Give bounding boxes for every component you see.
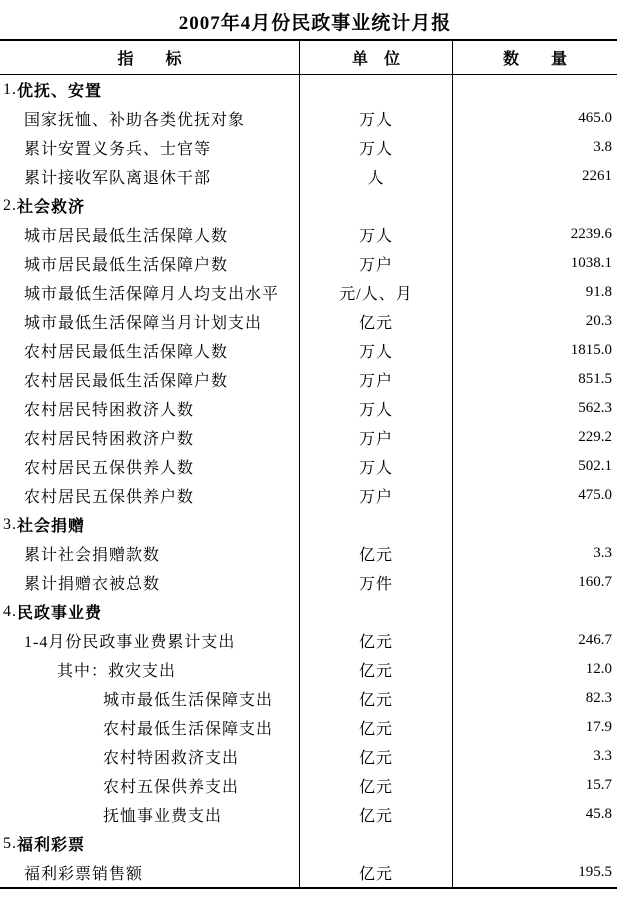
value-cell: 229.2 bbox=[452, 423, 617, 452]
table-row bbox=[0, 278, 617, 307]
indicator-cell bbox=[0, 191, 299, 220]
value-cell: 91.8 bbox=[452, 278, 617, 307]
indicator-cell bbox=[0, 829, 299, 858]
table-row bbox=[0, 829, 617, 858]
value-cell: 2239.6 bbox=[452, 220, 617, 249]
row-label: 社会捐赠 bbox=[17, 518, 86, 535]
unit-cell: 亿元 bbox=[299, 655, 452, 684]
indicator-cell bbox=[0, 220, 299, 249]
row-label: 农村居民最低生活保障人数 bbox=[24, 344, 229, 361]
row-label: 城市最低生活保障支出 bbox=[103, 692, 274, 709]
row-number-prefix: 1. bbox=[3, 80, 17, 98]
value-cell: 20.3 bbox=[452, 307, 617, 336]
table-row bbox=[0, 684, 617, 713]
indicator-cell bbox=[0, 394, 299, 423]
indicator-cell bbox=[0, 307, 299, 336]
value-cell bbox=[452, 597, 617, 626]
value-cell: 3.3 bbox=[452, 742, 617, 771]
row-label: 农村居民五保供养人数 bbox=[24, 460, 195, 477]
row-label: 抚恤事业费支出 bbox=[103, 808, 223, 825]
table-row bbox=[0, 626, 617, 655]
indicator-cell bbox=[0, 858, 299, 887]
indicator-cell bbox=[0, 713, 299, 742]
row-label: 国家抚恤、补助各类优抚对象 bbox=[24, 112, 246, 129]
value-cell: 1038.1 bbox=[452, 249, 617, 278]
indicator-cell bbox=[0, 162, 299, 191]
row-label: 农村五保供养支出 bbox=[103, 779, 240, 796]
unit-cell: 亿元 bbox=[299, 307, 452, 336]
table-body bbox=[0, 75, 617, 887]
unit-cell: 亿元 bbox=[299, 626, 452, 655]
table-row bbox=[0, 568, 617, 597]
value-cell bbox=[452, 829, 617, 858]
unit-cell: 万户 bbox=[299, 481, 452, 510]
row-label: 城市最低生活保障当月计划支出 bbox=[24, 315, 263, 332]
row-label: 民政事业费 bbox=[17, 605, 103, 622]
indicator-cell bbox=[0, 510, 299, 539]
row-number-prefix: 5. bbox=[3, 834, 17, 852]
report-table bbox=[0, 39, 617, 889]
row-label: 农村居民特困救济人数 bbox=[24, 402, 195, 419]
table-row bbox=[0, 133, 617, 162]
table-row bbox=[0, 655, 617, 684]
row-label: 福利彩票 bbox=[17, 837, 86, 854]
value-cell: 15.7 bbox=[452, 771, 617, 800]
unit-cell: 人 bbox=[299, 162, 452, 191]
unit-cell: 亿元 bbox=[299, 858, 452, 887]
indicator-cell bbox=[0, 365, 299, 394]
row-label: 累计安置义务兵、士官等 bbox=[24, 141, 212, 158]
unit-cell: 万人 bbox=[299, 394, 452, 423]
unit-cell bbox=[299, 829, 452, 858]
unit-cell: 元/人、月 bbox=[299, 278, 452, 307]
row-label: 福利彩票销售额 bbox=[24, 866, 144, 883]
indicator-cell bbox=[0, 568, 299, 597]
value-cell bbox=[452, 510, 617, 539]
indicator-cell bbox=[0, 539, 299, 568]
value-cell: 502.1 bbox=[452, 452, 617, 481]
unit-cell: 万人 bbox=[299, 104, 452, 133]
row-label: 累计捐赠衣被总数 bbox=[24, 576, 161, 593]
row-label: 累计接收军队离退休干部 bbox=[24, 170, 212, 187]
table-row bbox=[0, 191, 617, 220]
row-label: 农村居民五保供养户数 bbox=[24, 489, 195, 506]
indicator-cell bbox=[0, 771, 299, 800]
table-row bbox=[0, 423, 617, 452]
unit-cell: 亿元 bbox=[299, 713, 452, 742]
table-row bbox=[0, 713, 617, 742]
unit-cell: 万件 bbox=[299, 568, 452, 597]
row-number-prefix: 4. bbox=[3, 602, 17, 620]
unit-cell bbox=[299, 510, 452, 539]
unit-cell: 万人 bbox=[299, 220, 452, 249]
row-label: 城市居民最低生活保障户数 bbox=[24, 257, 229, 274]
unit-cell: 亿元 bbox=[299, 684, 452, 713]
table-row bbox=[0, 510, 617, 539]
unit-cell: 亿元 bbox=[299, 539, 452, 568]
indicator-cell bbox=[0, 452, 299, 481]
table-row bbox=[0, 742, 617, 771]
row-label: 1-4月份民政事业费累计支出 bbox=[24, 634, 236, 651]
table-row bbox=[0, 249, 617, 278]
indicator-cell bbox=[0, 133, 299, 162]
unit-cell: 万户 bbox=[299, 423, 452, 452]
row-number-prefix: 2. bbox=[3, 196, 17, 214]
indicator-cell bbox=[0, 655, 299, 684]
table-row bbox=[0, 307, 617, 336]
indicator-cell bbox=[0, 75, 299, 104]
value-cell: 2261 bbox=[452, 162, 617, 191]
unit-cell: 万人 bbox=[299, 133, 452, 162]
indicator-cell bbox=[0, 336, 299, 365]
indicator-cell bbox=[0, 423, 299, 452]
table-header-row bbox=[0, 41, 617, 75]
row-label: 社会救济 bbox=[17, 199, 86, 216]
indicator-cell bbox=[0, 597, 299, 626]
row-label: 优抚、安置 bbox=[17, 83, 103, 100]
indicator-cell bbox=[0, 684, 299, 713]
table-row bbox=[0, 452, 617, 481]
table-row bbox=[0, 771, 617, 800]
table-row bbox=[0, 481, 617, 510]
row-label: 农村最低生活保障支出 bbox=[103, 721, 274, 738]
value-cell: 195.5 bbox=[452, 858, 617, 887]
unit-cell bbox=[299, 597, 452, 626]
indicator-cell bbox=[0, 481, 299, 510]
page-title: 2007年4月份民政事业统计月报 bbox=[178, 13, 452, 34]
value-cell: 465.0 bbox=[452, 104, 617, 133]
table-row bbox=[0, 597, 617, 626]
indicator-cell bbox=[0, 278, 299, 307]
value-cell: 17.9 bbox=[452, 713, 617, 742]
value-cell: 160.7 bbox=[452, 568, 617, 597]
value-cell: 246.7 bbox=[452, 626, 617, 655]
value-cell: 1815.0 bbox=[452, 336, 617, 365]
value-cell: 562.3 bbox=[452, 394, 617, 423]
value-cell: 12.0 bbox=[452, 655, 617, 684]
row-label: 农村居民最低生活保障户数 bbox=[24, 373, 229, 390]
table-row bbox=[0, 800, 617, 829]
table-row bbox=[0, 858, 617, 887]
unit-cell: 万人 bbox=[299, 452, 452, 481]
table-row bbox=[0, 365, 617, 394]
unit-cell bbox=[299, 191, 452, 220]
unit-cell: 亿元 bbox=[299, 800, 452, 829]
unit-cell: 亿元 bbox=[299, 771, 452, 800]
table-row bbox=[0, 75, 617, 104]
value-cell: 851.5 bbox=[452, 365, 617, 394]
value-cell: 475.0 bbox=[452, 481, 617, 510]
indicator-cell bbox=[0, 800, 299, 829]
table-row bbox=[0, 162, 617, 191]
row-number-prefix: 3. bbox=[3, 515, 17, 533]
indicator-cell bbox=[0, 626, 299, 655]
value-cell: 82.3 bbox=[452, 684, 617, 713]
indicator-cell bbox=[0, 249, 299, 278]
unit-cell: 亿元 bbox=[299, 742, 452, 771]
unit-cell bbox=[299, 75, 452, 104]
table-row bbox=[0, 539, 617, 568]
value-cell bbox=[452, 75, 617, 104]
value-cell bbox=[452, 191, 617, 220]
value-cell: 3.3 bbox=[452, 539, 617, 568]
row-label: 其中：救灾支出 bbox=[57, 663, 177, 680]
header-indicator: 指 标 bbox=[117, 51, 182, 68]
table-row bbox=[0, 220, 617, 249]
table-row bbox=[0, 394, 617, 423]
row-label: 农村居民特困救济户数 bbox=[24, 431, 195, 448]
row-label: 城市居民最低生活保障人数 bbox=[24, 228, 229, 245]
row-label: 累计社会捐赠款数 bbox=[24, 547, 161, 564]
unit-cell: 万户 bbox=[299, 365, 452, 394]
header-quantity: 数 量 bbox=[452, 41, 617, 74]
value-cell: 3.8 bbox=[452, 133, 617, 162]
row-label: 农村特困救济支出 bbox=[103, 750, 240, 767]
unit-cell: 万人 bbox=[299, 336, 452, 365]
header-unit: 单 位 bbox=[299, 41, 452, 74]
row-label: 城市最低生活保障月人均支出水平 bbox=[24, 286, 280, 303]
indicator-cell bbox=[0, 104, 299, 133]
indicator-cell bbox=[0, 742, 299, 771]
unit-cell: 万户 bbox=[299, 249, 452, 278]
value-cell: 45.8 bbox=[452, 800, 617, 829]
table-row bbox=[0, 104, 617, 133]
table-row bbox=[0, 336, 617, 365]
